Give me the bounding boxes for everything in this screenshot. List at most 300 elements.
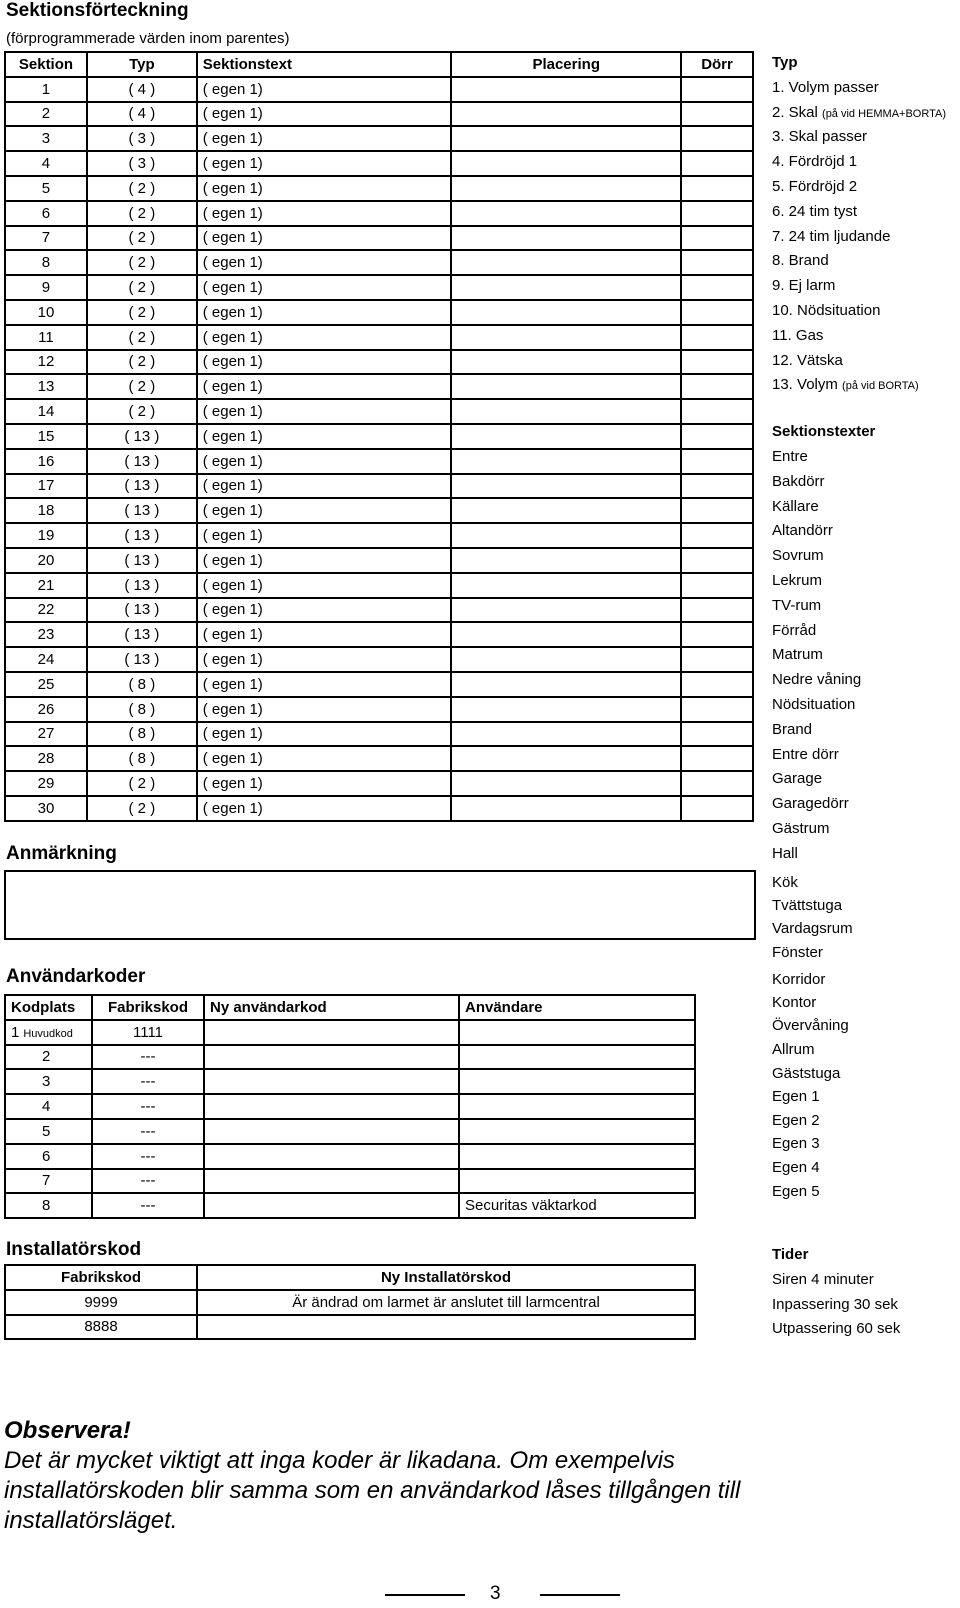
section-dorr[interactable] [681,573,753,598]
section-number: 11 [5,325,87,350]
typ-legend-item [772,299,946,324]
section-text[interactable]: ( egen 1) [197,647,452,672]
typ-legend-item [772,324,946,349]
section-number: 2 [5,102,87,127]
list-item: Förråd [772,621,817,639]
section-text[interactable]: ( egen 1) [197,548,452,573]
section-number: 8 [5,250,87,275]
col-dorr: Dörr [681,52,753,77]
kodplats-note: Huvudkod [23,1027,73,1040]
page-subtitle: (förprogrammerade värden inom parentes) [6,30,290,47]
typ-legend-note: (på vid HEMMA+BORTA) [822,107,947,120]
user-codes-title: Användarkoder [6,966,146,987]
section-type[interactable]: ( 2 ) [87,275,197,300]
anvandare-cell[interactable] [459,1069,695,1094]
list-item: Korridor [772,970,826,988]
table-row [5,1193,695,1218]
table-row [5,1290,695,1315]
section-type[interactable]: ( 8 ) [87,746,197,771]
kodplats-number: 5 [42,1122,51,1140]
section-dorr[interactable] [681,498,753,523]
section-number: 27 [5,722,87,747]
typ-legend-text: 6. 24 tim tyst [772,202,858,220]
section-text[interactable]: ( egen 1) [197,226,452,251]
tider-item: Utpassering 60 sek [772,1320,901,1338]
table-row [5,746,753,771]
section-placering[interactable] [451,622,681,647]
section-number: 10 [5,300,87,325]
section-placering[interactable] [451,449,681,474]
section-text[interactable]: ( egen 1) [197,102,452,127]
kodplats-number: 2 [42,1048,51,1066]
table-row [5,697,753,722]
section-dorr[interactable] [681,300,753,325]
section-number: 7 [5,226,87,251]
list-item: Kontor [772,993,817,1011]
section-placering[interactable] [451,746,681,771]
anvandare-cell[interactable] [459,1045,695,1070]
section-number: 14 [5,399,87,424]
typ-legend-item [772,274,946,299]
user-codes-header [5,995,695,1020]
table-row [5,374,753,399]
tider-item: Siren 4 minuter [772,1270,874,1288]
section-number: 23 [5,622,87,647]
section-dorr[interactable] [681,424,753,449]
table-row [5,226,753,251]
section-number: 29 [5,771,87,796]
anvandare-cell[interactable] [459,1169,695,1194]
section-type[interactable]: ( 2 ) [87,201,197,226]
installer-fabrikskod-cell: 9999 [5,1290,197,1315]
section-type[interactable]: ( 2 ) [87,325,197,350]
section-type[interactable]: ( 13 ) [87,548,197,573]
section-text[interactable]: ( egen 1) [197,399,452,424]
table-row [5,722,753,747]
section-number: 9 [5,275,87,300]
section-placering[interactable] [451,498,681,523]
table-row [5,1045,695,1070]
typ-legend-text: 2. Skal [772,103,823,121]
section-text[interactable]: ( egen 1) [197,598,452,623]
section-type[interactable]: ( 4 ) [87,102,197,127]
typ-legend-item [772,175,946,200]
section-text[interactable]: ( egen 1) [197,449,452,474]
page-rule-right [540,1594,620,1596]
section-dorr[interactable] [681,102,753,127]
ny-anvandarkod-cell[interactable] [204,1193,459,1218]
table-row [5,300,753,325]
section-number: 17 [5,474,87,499]
section-placering[interactable] [451,350,681,375]
list-item: Hall [772,844,798,862]
list-item: Vardagsrum [772,920,853,938]
list-item: Kök [772,873,798,891]
tider [772,1243,901,1338]
fabrikskod-cell: --- [92,1144,204,1169]
ny-anvandarkod-cell[interactable] [204,1169,459,1194]
observe-line: Det är mycket viktigt att inga koder är likadana. Om exempelvis [4,1447,675,1474]
installer-header [5,1265,695,1290]
list-item: Gäststuga [772,1064,841,1082]
section-placering[interactable] [451,300,681,325]
section-text[interactable]: ( egen 1) [197,151,452,176]
section-type[interactable]: ( 13 ) [87,424,197,449]
section-number: 5 [5,176,87,201]
typ-legend [772,51,947,394]
section-dorr[interactable] [681,201,753,226]
section-type[interactable]: ( 2 ) [87,771,197,796]
kodplats-number: 1 [11,1023,20,1041]
ny-anvandarkod-cell[interactable] [204,1069,459,1094]
table-row [5,176,753,201]
section-type[interactable]: ( 13 ) [87,622,197,647]
section-dorr[interactable] [681,598,753,623]
section-type[interactable]: ( 8 ) [87,722,197,747]
section-text[interactable]: ( egen 1) [197,424,452,449]
section-text[interactable]: ( egen 1) [197,250,452,275]
ny-anvandarkod-cell[interactable] [204,1094,459,1119]
section-type[interactable]: ( 3 ) [87,126,197,151]
typ-legend-text: 13. Volym [772,376,843,394]
typ-legend-item [772,101,946,126]
section-placering[interactable] [451,722,681,747]
list-item: Garagedörr [772,795,849,813]
kodplats-cell [5,1020,92,1045]
section-placering[interactable] [451,176,681,201]
section-dorr[interactable] [681,399,753,424]
list-item: Garage [772,770,823,788]
section-dorr[interactable] [681,523,753,548]
typ-legend-text: 3. Skal passer [772,128,868,146]
anmarkning-title: Anmärkning [6,843,117,864]
table-row [5,1094,695,1119]
table-row [5,622,753,647]
section-placering[interactable] [451,548,681,573]
ny-anvandarkod-cell[interactable] [204,1045,459,1070]
col-anvandare: Användare [459,995,695,1020]
section-dorr[interactable] [681,449,753,474]
list-item: Egen 1 [772,1088,820,1106]
section-text[interactable]: ( egen 1) [197,697,452,722]
installer-title: Installatörskod [6,1239,142,1260]
list-item: Matrum [772,646,823,664]
anvandare-cell[interactable] [459,1144,695,1169]
col-ny-anvandarkod: Ny användarkod [204,995,459,1020]
list-item: Egen 3 [772,1135,820,1153]
table-row [5,325,753,350]
col-kodplats: Kodplats [5,995,92,1020]
section-type[interactable]: ( 2 ) [87,226,197,251]
typ-legend-item [772,225,946,250]
observe-title: Observera! [4,1417,131,1444]
section-text[interactable]: ( egen 1) [197,300,452,325]
section-dorr[interactable] [681,622,753,647]
section-type[interactable]: ( 2 ) [87,250,197,275]
typ-legend-text: 4. Fördröjd 1 [772,153,858,171]
table-row [5,523,753,548]
section-type[interactable]: ( 2 ) [87,399,197,424]
section-text[interactable]: ( egen 1) [197,374,452,399]
ny-anvandarkod-cell[interactable] [204,1020,459,1045]
typ-legend-note: (på vid BORTA) [842,380,919,393]
section-type[interactable]: ( 2 ) [87,300,197,325]
ny-anvandarkod-cell[interactable] [204,1119,459,1144]
kodplats-number: 4 [42,1098,51,1116]
section-placering[interactable] [451,771,681,796]
section-number: 13 [5,374,87,399]
kodplats-cell [5,1144,92,1169]
section-dorr[interactable] [681,275,753,300]
section-placering[interactable] [451,399,681,424]
table-row [5,1119,695,1144]
list-item: TV-rum [772,596,822,614]
installer-ny-cell[interactable] [197,1315,695,1340]
section-text[interactable]: ( egen 1) [197,746,452,771]
table-row [5,350,753,375]
col-inst-fabrikskod: Fabrikskod [5,1265,197,1290]
typ-legend-item [772,349,946,374]
kodplats-cell [5,1119,92,1144]
section-text[interactable]: ( egen 1) [197,176,452,201]
list-item: Egen 4 [772,1159,820,1177]
table-row [5,201,753,226]
page-rule-left [385,1594,465,1596]
installer-fabrikskod-cell: 8888 [5,1315,197,1340]
list-item: Entre dörr [772,745,839,763]
table-row [5,77,753,102]
section-type[interactable]: ( 13 ) [87,598,197,623]
typ-legend-item [772,200,946,225]
list-item: Nedre våning [772,671,862,689]
table-row [5,1315,695,1340]
table-row [5,647,753,672]
table-row [5,151,753,176]
section-type[interactable]: ( 13 ) [87,573,197,598]
list-item: Lekrum [772,571,823,589]
table-row [5,399,753,424]
kodplats-number: 7 [42,1172,51,1190]
page-title: Sektionsförteckning [6,0,189,21]
section-dorr[interactable] [681,548,753,573]
section-placering[interactable] [451,796,681,821]
section-placering[interactable] [451,102,681,127]
section-placering[interactable] [451,126,681,151]
typ-legend-title: Typ [772,54,798,71]
section-type[interactable]: ( 8 ) [87,672,197,697]
anvandare-cell[interactable] [459,1020,695,1045]
table-row [5,1144,695,1169]
tider-item: Inpassering 30 sek [772,1295,898,1313]
installer-ny-cell[interactable]: Är ändrad om larmet är anslutet till larmcentral [197,1290,695,1315]
section-text[interactable]: ( egen 1) [197,796,452,821]
typ-legend-text: 12. Vätska [772,351,843,369]
anvandare-cell[interactable]: Securitas väktarkod [459,1193,695,1218]
section-type[interactable]: ( 13 ) [87,498,197,523]
section-dorr[interactable] [681,250,753,275]
kodplats-number: 6 [42,1147,51,1165]
ny-anvandarkod-cell[interactable] [204,1144,459,1169]
section-text[interactable]: ( egen 1) [197,573,452,598]
section-text[interactable]: ( egen 1) [197,474,452,499]
section-placering[interactable] [451,697,681,722]
fabrikskod-cell: --- [92,1169,204,1194]
section-text[interactable]: ( egen 1) [197,722,452,747]
section-number: 26 [5,697,87,722]
fabrikskod-cell: --- [92,1094,204,1119]
section-dorr[interactable] [681,647,753,672]
section-text[interactable]: ( egen 1) [197,77,452,102]
section-type[interactable]: ( 13 ) [87,449,197,474]
section-dorr[interactable] [681,325,753,350]
section-type[interactable]: ( 2 ) [87,350,197,375]
section-dorr[interactable] [681,697,753,722]
section-dorr[interactable] [681,151,753,176]
section-type[interactable]: ( 8 ) [87,697,197,722]
section-dorr[interactable] [681,126,753,151]
list-item: Källare [772,497,819,515]
section-text[interactable]: ( egen 1) [197,672,452,697]
typ-legend-text: 10. Nödsituation [772,301,881,319]
kodplats-number: 3 [42,1073,51,1091]
anvandare-cell[interactable] [459,1119,695,1144]
fabrikskod-cell: --- [92,1045,204,1070]
observe-line: installatörsläget. [4,1507,178,1534]
section-type[interactable]: ( 13 ) [87,523,197,548]
col-ny-installatorskod: Ny Installatörskod [197,1265,695,1290]
section-number: 22 [5,598,87,623]
section-number: 25 [5,672,87,697]
section-text[interactable]: ( egen 1) [197,523,452,548]
typ-legend-text: 8. Brand [772,252,829,270]
list-item: Brand [772,720,813,738]
fabrikskod-cell: --- [92,1069,204,1094]
section-placering[interactable] [451,598,681,623]
kodplats-cell [5,1069,92,1094]
sektionstexter-list [772,420,875,445]
section-dorr[interactable] [681,176,753,201]
section-placering[interactable] [451,226,681,251]
section-dorr[interactable] [681,796,753,821]
section-placering[interactable] [451,374,681,399]
table-row [5,498,753,523]
section-type[interactable]: ( 2 ) [87,374,197,399]
list-item: Fönster [772,943,823,961]
section-placering[interactable] [451,523,681,548]
section-dorr[interactable] [681,672,753,697]
section-placering[interactable] [451,275,681,300]
section-dorr[interactable] [681,77,753,102]
table-row [5,126,753,151]
list-item: Gästrum [772,819,830,837]
section-type[interactable]: ( 13 ) [87,647,197,672]
table-row [5,548,753,573]
section-number: 19 [5,523,87,548]
col-sektionstext: Sektionstext [197,52,452,77]
table-row [5,275,753,300]
section-text[interactable]: ( egen 1) [197,498,452,523]
anmarkning-box[interactable] [4,870,756,940]
section-dorr[interactable] [681,746,753,771]
kodplats-number: 8 [42,1197,51,1215]
section-type[interactable]: ( 3 ) [87,151,197,176]
section-dorr[interactable] [681,474,753,499]
section-type[interactable]: ( 13 ) [87,474,197,499]
table-row [5,1069,695,1094]
section-text[interactable]: ( egen 1) [197,126,452,151]
section-placering[interactable] [451,77,681,102]
section-text[interactable]: ( egen 1) [197,771,452,796]
observe-line: installatörskoden blir samma som en användarkod låses tillgången till [4,1477,741,1504]
col-typ: Typ [87,52,197,77]
section-number: 20 [5,548,87,573]
typ-legend-text: 5. Fördröjd 2 [772,177,858,195]
list-item: Altandörr [772,522,833,540]
section-placering[interactable] [451,474,681,499]
section-dorr[interactable] [681,350,753,375]
section-number: 21 [5,573,87,598]
typ-legend-item [772,373,946,398]
section-text[interactable]: ( egen 1) [197,622,452,647]
section-placering[interactable] [451,325,681,350]
section-placering[interactable] [451,647,681,672]
table-row [5,424,753,449]
section-type[interactable]: ( 2 ) [87,176,197,201]
list-item: Sovrum [772,547,824,565]
section-number: 18 [5,498,87,523]
page-number: 3 [490,1583,501,1604]
section-dorr[interactable] [681,722,753,747]
section-text[interactable]: ( egen 1) [197,350,452,375]
table-row [5,102,753,127]
section-dorr[interactable] [681,374,753,399]
section-text[interactable]: ( egen 1) [197,325,452,350]
tider-title: Tider [772,1246,809,1263]
typ-legend-text: 11. Gas [772,326,824,344]
section-text[interactable]: ( egen 1) [197,201,452,226]
section-placering[interactable] [451,573,681,598]
table-row [5,598,753,623]
kodplats-cell [5,1094,92,1119]
table-row [5,1020,695,1045]
section-dorr[interactable] [681,771,753,796]
section-placering[interactable] [451,672,681,697]
section-placering[interactable] [451,151,681,176]
section-number: 24 [5,647,87,672]
list-item: Allrum [772,1041,815,1059]
anvandare-cell[interactable] [459,1094,695,1119]
section-dorr[interactable] [681,226,753,251]
fabrikskod-cell: --- [92,1193,204,1218]
table-row [5,1169,695,1194]
section-type[interactable]: ( 4 ) [87,77,197,102]
section-placering[interactable] [451,201,681,226]
section-number: 28 [5,746,87,771]
observe-text [4,1446,740,1536]
typ-legend-item [772,150,946,175]
kodplats-cell [5,1193,92,1218]
section-number: 12 [5,350,87,375]
section-text[interactable]: ( egen 1) [197,275,452,300]
section-number: 6 [5,201,87,226]
section-placering[interactable] [451,250,681,275]
table-row [5,449,753,474]
section-type[interactable]: ( 2 ) [87,796,197,821]
list-item: Övervåning [772,1017,849,1035]
list-item: Bakdörr [772,472,825,490]
section-placering[interactable] [451,424,681,449]
sektionstexter-items [772,445,861,1203]
